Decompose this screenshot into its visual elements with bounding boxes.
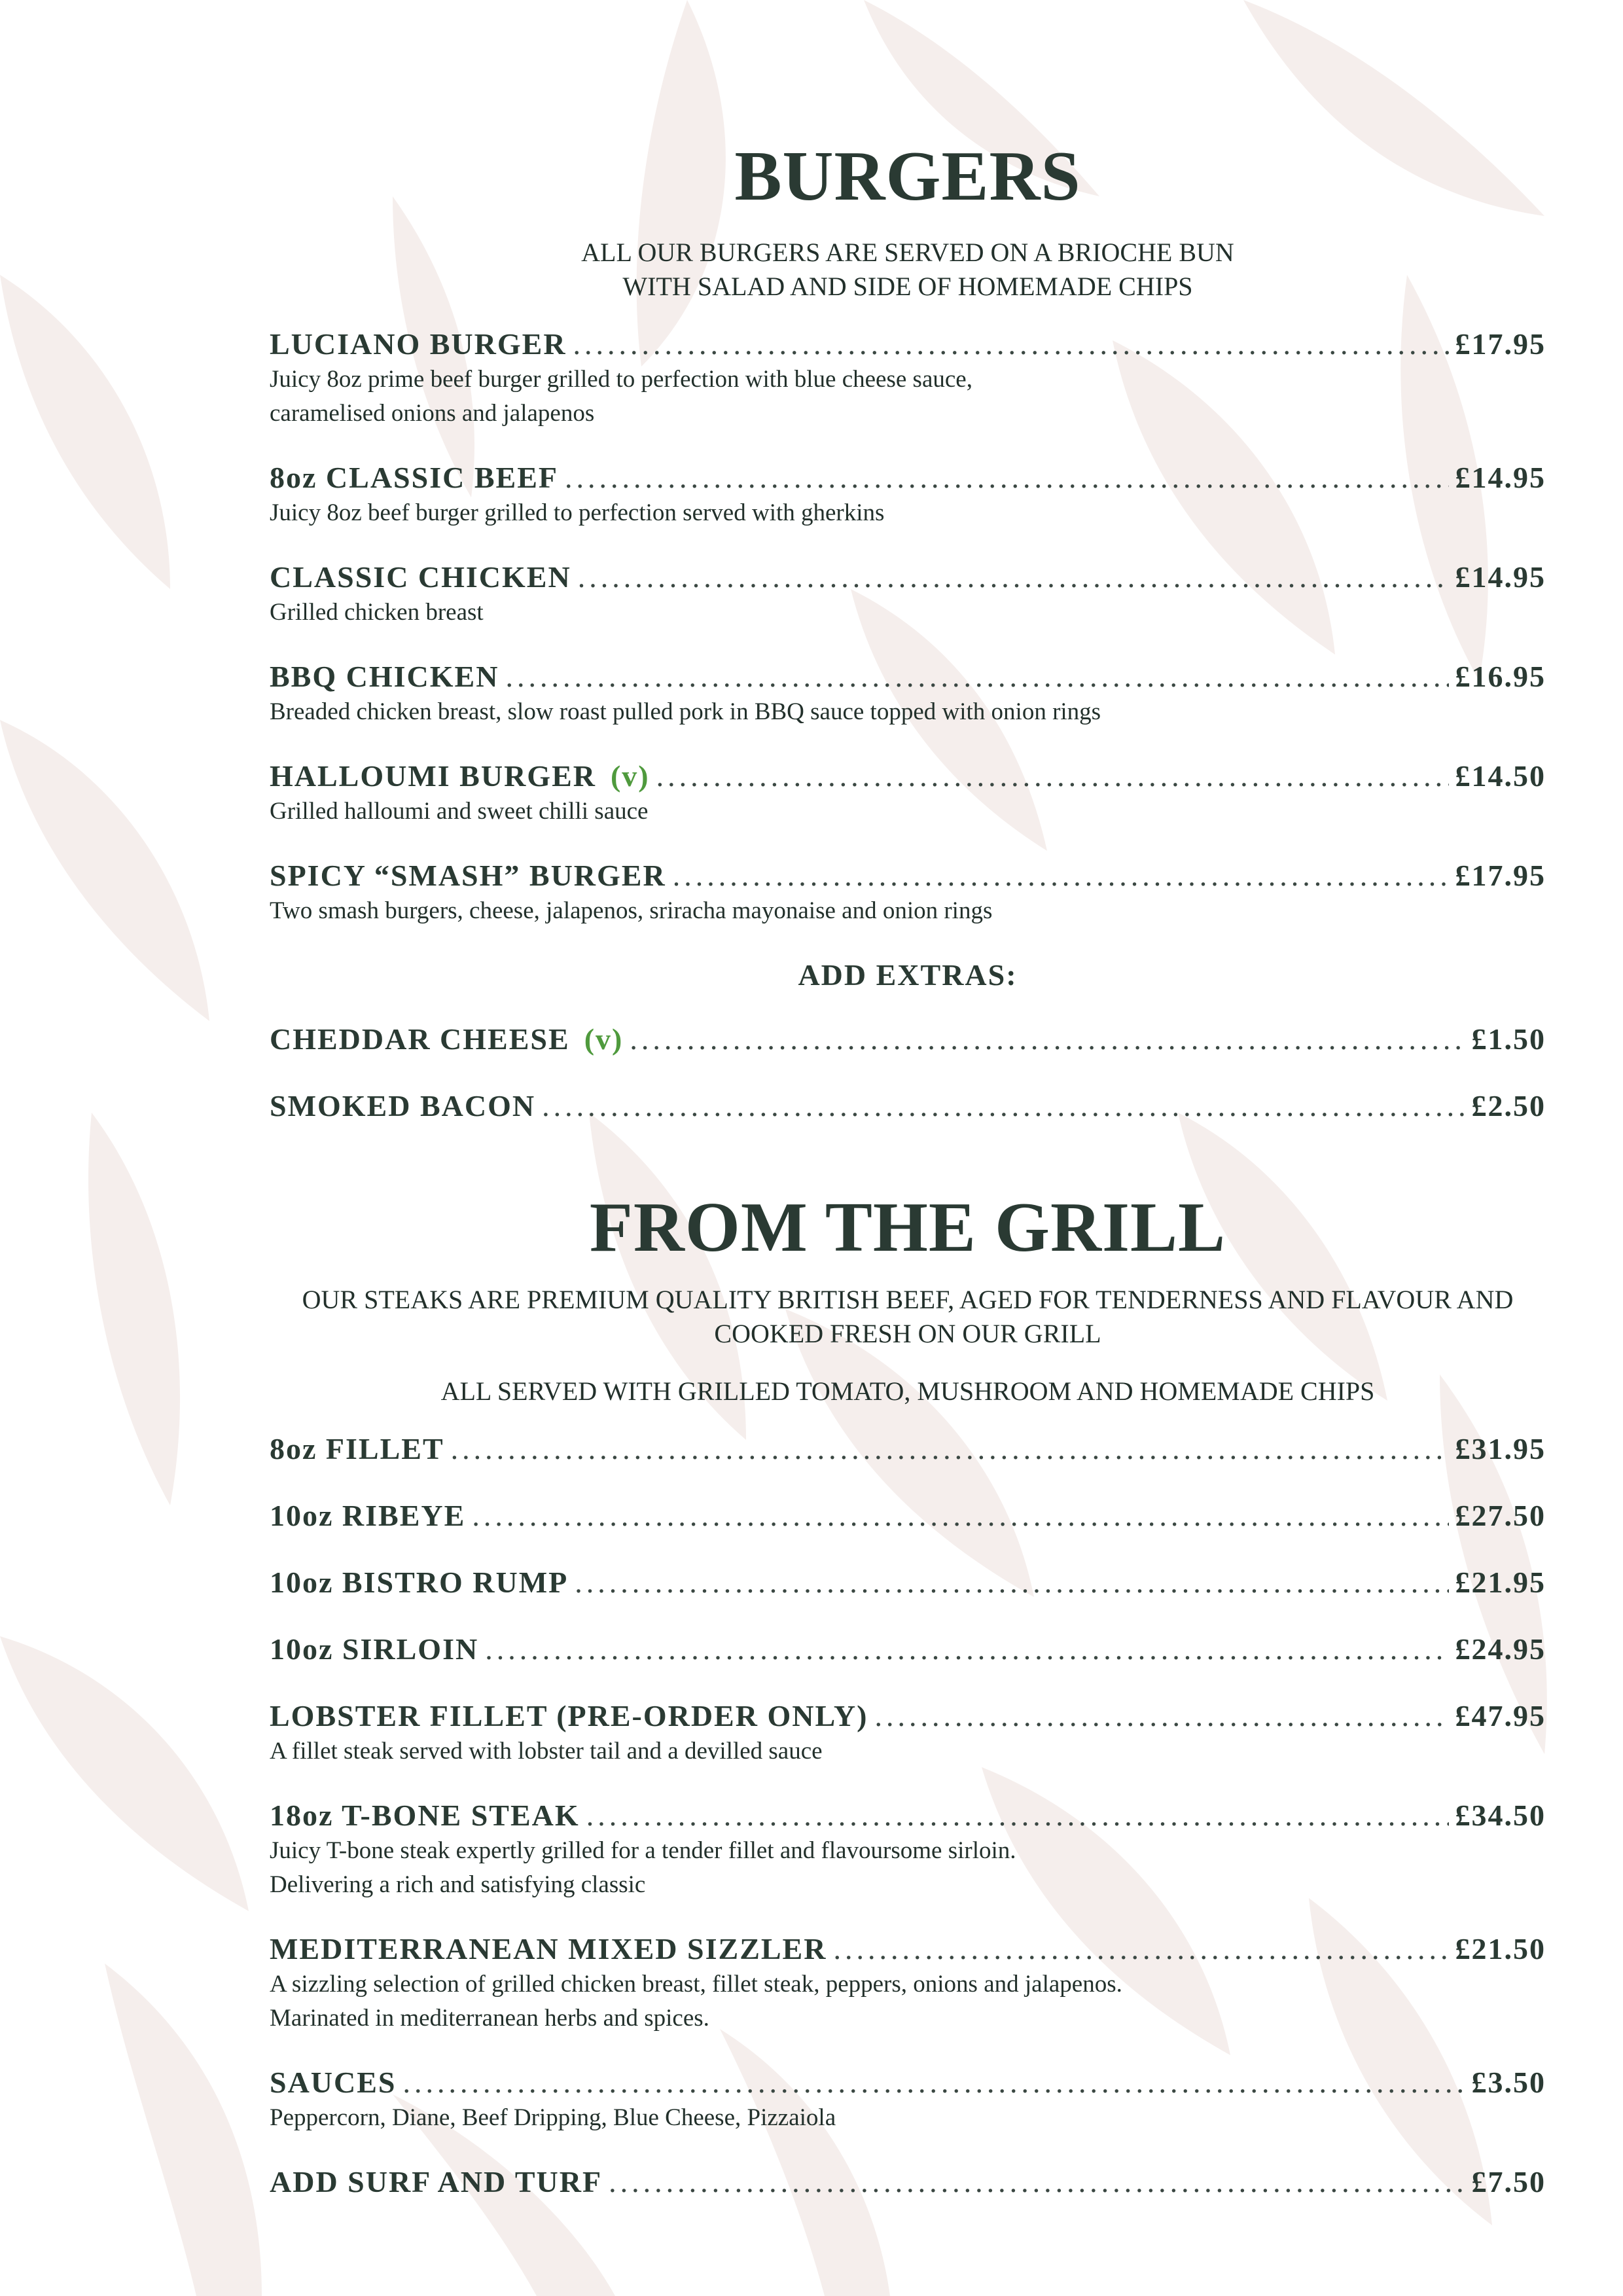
item-price: £47.95 [1455,1699,1546,1732]
item-name: SMOKED BACON [270,1089,536,1122]
item-price: £7.50 [1471,2165,1546,2198]
dot-leader [575,1564,1448,1601]
menu-item-8oz-fillet [270,1431,1546,1467]
item-description [270,1967,1546,2036]
menu-item-lobster-fillet [270,1698,1546,1768]
extra-item-smoked-bacon [270,1088,1546,1124]
item-name: MEDITERRANEAN MIXED SIZZLER [270,1932,827,1965]
item-name: CHEDDAR CHEESE [270,1022,570,1056]
item-name: BBQ CHICKEN [270,660,499,693]
dot-leader [505,658,1448,695]
item-price: £34.50 [1455,1799,1546,1832]
item-name: LOBSTER FILLET (PRE-ORDER ONLY) [270,1699,868,1732]
item-name: 18oz T-BONE STEAK [270,1799,580,1832]
description-line: A fillet steak served with lobster tail and a devilled sauce [270,1738,823,1765]
item-price: £21.50 [1455,1932,1546,1965]
menu-item-add-surf-and-turf [270,2164,1546,2200]
item-description [270,363,1546,431]
grill-list [270,1431,1546,2200]
description-line: Grilled chicken breast [270,599,484,626]
menu-item-18oz-t-bone-steak [270,1797,1546,1902]
extra-item-cheddar-cheese [270,1021,1546,1058]
dot-leader [578,559,1449,596]
grill-intro [270,1283,1546,1351]
menu-item-classic-beef [270,459,1546,530]
menu-item-bbq-chicken [270,658,1546,729]
item-description [270,2101,1546,2135]
grill-intro-sides: ALL SERVED WITH GRILLED TOMATO, MUSHROOM AND HOMEMADE CHIPS [440,1376,1375,1406]
description-line: Juicy T-bone steak expertly grilled for a tender fillet and flavoursome sirloin. [270,1837,1016,1864]
vegetarian-badge: (v) [610,759,650,793]
item-name: 8oz CLASSIC BEEF [270,461,558,494]
item-price: £24.95 [1455,1632,1546,1666]
burgers-list [270,326,1546,1124]
dot-leader [451,1431,1449,1467]
description-line: Two smash burgers, cheese, jalapenos, sriracha mayonaise and onion rings [270,897,993,924]
item-price: £16.95 [1455,660,1546,693]
dot-leader [542,1088,1465,1124]
dot-leader [485,1631,1448,1668]
item-description [270,1734,1546,1768]
item-price: £14.95 [1455,461,1546,494]
item-description [270,496,1546,530]
dot-leader [673,857,1449,894]
burgers-section-title: BURGERS [734,137,1081,215]
item-price: £31.95 [1455,1432,1546,1465]
burgers-intro [515,236,1300,304]
item-name: SAUCES [270,2066,397,2099]
menu-item-mediterranean-mixed-sizzler [270,1931,1546,2036]
description-line: Breaded chicken breast, slow roast pulled pork in BBQ sauce topped with onion rings [270,698,1101,725]
dot-leader [609,2164,1465,2200]
dot-leader [874,1698,1448,1734]
menu-item-luciano-burger [270,326,1546,431]
menu-item-halloumi-burger [270,758,1546,829]
menu-item-sauces [270,2064,1546,2135]
menu-page [270,131,1546,2231]
dot-leader [833,1931,1448,1967]
item-price: £14.50 [1455,759,1546,793]
burgers-intro-line: ALL OUR BURGERS ARE SERVED ON A BRIOCHE BUN [581,238,1234,267]
burgers-intro-line: WITH SALAD AND SIDE OF HOMEMADE CHIPS [622,272,1193,301]
item-price: £17.95 [1455,859,1546,892]
item-name: 8oz FILLET [270,1432,444,1465]
dot-leader [472,1498,1448,1534]
dot-leader [565,459,1449,496]
description-line: Grilled halloumi and sweet chilli sauce [270,798,649,825]
item-name: HALLOUMI BURGER [270,759,596,793]
item-price: £14.95 [1455,560,1546,594]
dot-leader [630,1021,1465,1058]
description-line: A sizzling selection of grilled chicken breast, fillet steak, peppers, onions and jalapenos. [270,1971,1122,1998]
menu-item-spicy-smash-burger [270,857,1546,928]
item-name: 10oz SIRLOIN [270,1632,479,1666]
menu-item-10oz-ribeye [270,1498,1546,1534]
item-description [270,894,1546,928]
grill-section-title: FROM THE GRILL [589,1189,1226,1266]
description-line: Peppercorn, Diane, Beef Dripping, Blue Cheese, Pizzaiola [270,2104,836,2131]
item-price: £27.50 [1455,1499,1546,1532]
description-line: Juicy 8oz prime beef burger grilled to perfection with blue cheese sauce, [270,366,972,393]
dot-leader [573,326,1449,363]
item-price: £21.95 [1455,1566,1546,1599]
dot-leader [656,758,1449,795]
menu-item-classic-chicken [270,559,1546,630]
item-description [270,795,1546,829]
dot-leader [586,1797,1449,1834]
item-price: £1.50 [1471,1022,1546,1056]
item-name: LUCIANO BURGER [270,327,567,361]
item-name: ADD SURF AND TURF [270,2165,603,2198]
item-price: £3.50 [1471,2066,1546,2099]
item-name: CLASSIC CHICKEN [270,560,571,594]
description-line: Juicy 8oz beef burger grilled to perfection served with gherkins [270,499,885,526]
item-name: SPICY “SMASH” BURGER [270,859,666,892]
dot-leader [403,2064,1465,2101]
item-price: £17.95 [1455,327,1546,361]
description-line: Delivering a rich and satisfying classic [270,1871,646,1898]
grill-intro-line: OUR STEAKS ARE PREMIUM QUALITY BRITISH BEEF, AGED FOR TENDERNESS AND FLAVOUR AND [302,1285,1514,1314]
description-line: caramelised onions and jalapenos [270,400,595,427]
item-price: £2.50 [1471,1089,1546,1122]
description-line: Marinated in mediterranean herbs and spices. [270,2005,709,2032]
menu-item-10oz-sirloin [270,1631,1546,1668]
item-description [270,1834,1546,1902]
item-name: 10oz BISTRO RUMP [270,1566,569,1599]
item-description [270,695,1546,729]
item-description [270,596,1546,630]
item-name: 10oz RIBEYE [270,1499,466,1532]
menu-item-10oz-bistro-rump [270,1564,1546,1601]
extras-heading: ADD EXTRAS: [798,958,1018,992]
grill-intro-line: COOKED FRESH ON OUR GRILL [714,1319,1101,1348]
vegetarian-badge: (v) [584,1022,624,1056]
